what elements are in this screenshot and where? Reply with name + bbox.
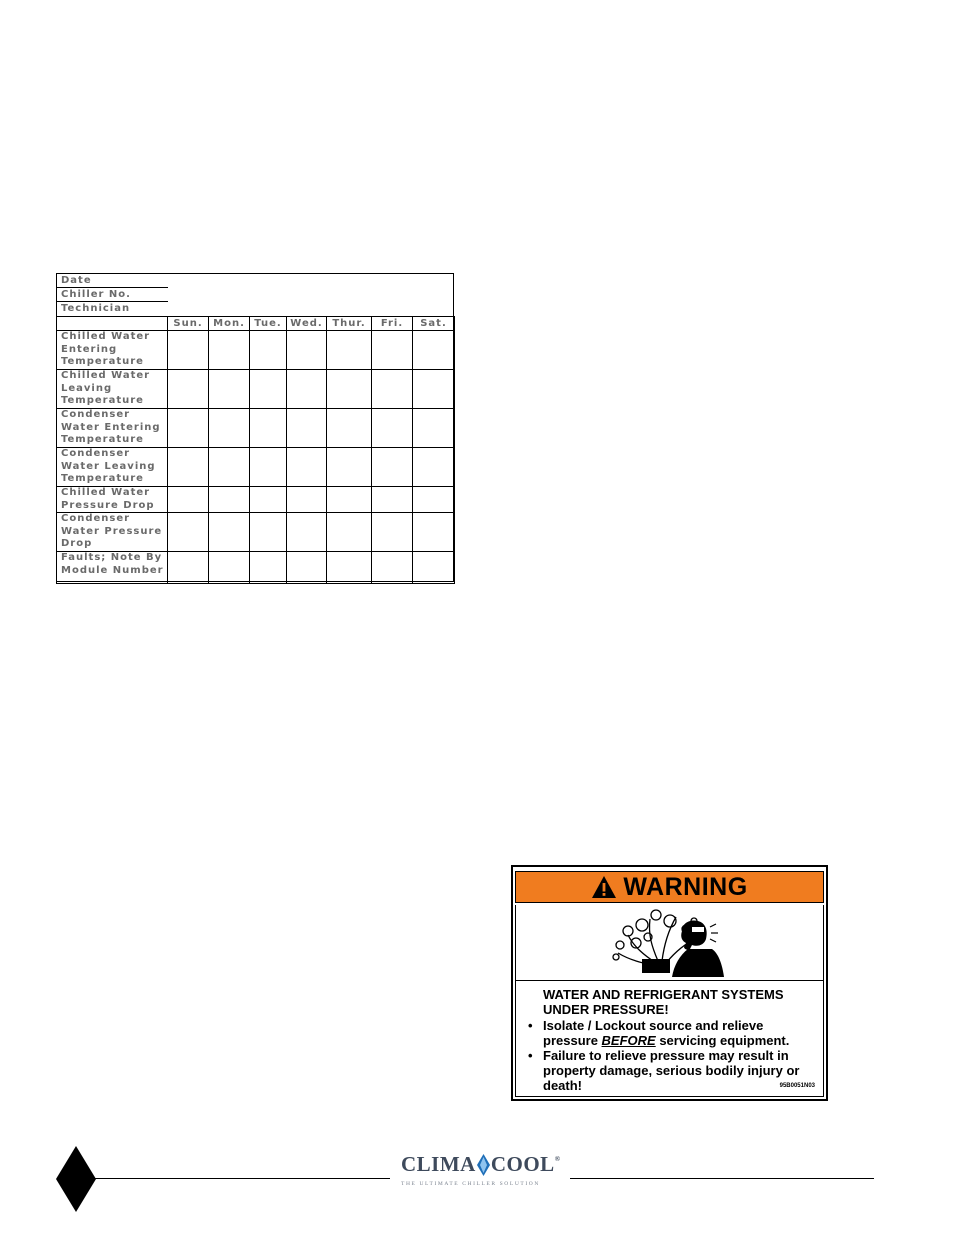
footer-rule-right (570, 1178, 874, 1179)
log-cell[interactable] (372, 331, 413, 370)
pressure-hazard-pictogram (515, 905, 824, 981)
log-cell[interactable] (413, 448, 455, 487)
log-cell[interactable] (287, 370, 327, 409)
log-cell[interactable] (250, 331, 287, 370)
log-cell[interactable] (209, 513, 250, 552)
daily-log-table (56, 316, 455, 584)
day-header: Fri. (372, 317, 413, 331)
spray-hazard-icon (516, 905, 825, 981)
label-part-number: 95B0051N03 (779, 1083, 815, 1089)
log-cell[interactable] (209, 409, 250, 448)
chiller-no-field-label: Chiller No. (57, 288, 168, 302)
log-cell[interactable] (209, 487, 250, 513)
warning-title: WARNING (623, 872, 748, 901)
footer-rule-left (95, 1178, 390, 1179)
row-label: Chilled Water Entering Temperature (57, 331, 168, 370)
log-cell[interactable] (168, 552, 209, 584)
log-cell[interactable] (372, 487, 413, 513)
brand-left: CLIMA (401, 1152, 476, 1176)
log-cell[interactable] (327, 487, 372, 513)
warning-bullet-text: Isolate / Lockout source and relieve pressure (543, 1018, 764, 1048)
brand-right: COOL (490, 1152, 555, 1176)
log-cell[interactable] (372, 409, 413, 448)
row-label: Chilled Water Pressure Drop (57, 487, 168, 513)
log-cell[interactable] (372, 513, 413, 552)
log-cell[interactable] (413, 370, 455, 409)
chiller-log-sheet (56, 273, 454, 582)
log-cell[interactable] (413, 331, 455, 370)
row-label: Condenser Water Leaving Temperature (57, 448, 168, 487)
log-cell[interactable] (413, 487, 455, 513)
log-cell[interactable] (327, 370, 372, 409)
warning-headline: WATER AND REFRIGERANT SYSTEMS UNDER PRESSURE! (543, 987, 784, 1017)
log-cell[interactable] (250, 487, 287, 513)
log-cell[interactable] (372, 370, 413, 409)
day-header-row (57, 317, 455, 331)
warning-message (515, 981, 824, 1097)
log-cell[interactable] (287, 409, 327, 448)
table-row (57, 448, 455, 487)
warning-bullet (528, 1018, 818, 1048)
table-row (57, 331, 455, 370)
log-cell[interactable] (287, 487, 327, 513)
pressure-warning-label (511, 865, 828, 1101)
table-row (57, 409, 455, 448)
registered-mark: ® (554, 1155, 561, 1163)
log-cell[interactable] (287, 331, 327, 370)
log-cell[interactable] (327, 409, 372, 448)
log-cell[interactable] (250, 513, 287, 552)
log-cell[interactable] (327, 513, 372, 552)
log-cell[interactable] (209, 448, 250, 487)
log-cell[interactable] (168, 331, 209, 370)
log-cell[interactable] (209, 370, 250, 409)
log-cell[interactable] (250, 448, 287, 487)
day-header: Wed. (287, 317, 327, 331)
log-cell[interactable] (168, 409, 209, 448)
day-header: Sat. (413, 317, 455, 331)
table-row (57, 552, 455, 584)
date-field-label: Date (57, 274, 168, 288)
log-cell[interactable] (413, 513, 455, 552)
log-cell[interactable] (327, 448, 372, 487)
brand-wordmark (401, 1152, 560, 1177)
warning-bullet-text: servicing equipment. (655, 1033, 790, 1048)
row-label: Condenser Water Entering Temperature (57, 409, 168, 448)
brand-diamond-icon (477, 1154, 490, 1176)
warning-title-bar (515, 871, 824, 903)
log-cell[interactable] (287, 513, 327, 552)
warning-bullet-list (528, 1018, 818, 1093)
day-header: Thur. (327, 317, 372, 331)
log-cell[interactable] (168, 513, 209, 552)
day-header: Sun. (168, 317, 209, 331)
log-cell[interactable] (413, 409, 455, 448)
table-row (57, 370, 455, 409)
day-header: Tue. (250, 317, 287, 331)
warning-bullet-emphasis: BEFORE (601, 1033, 656, 1048)
page-corner-diamond-icon (55, 1145, 97, 1213)
climacool-logo (399, 1150, 564, 1190)
log-cell[interactable] (168, 487, 209, 513)
log-cell[interactable] (372, 552, 413, 584)
log-cell[interactable] (372, 448, 413, 487)
technician-field-label: Technician (61, 303, 131, 314)
row-label-header (57, 317, 168, 331)
table-row (57, 487, 455, 513)
log-cell[interactable] (209, 331, 250, 370)
log-cell[interactable] (250, 409, 287, 448)
day-header: Mon. (209, 317, 250, 331)
warning-triangle-icon (591, 875, 617, 899)
log-cell[interactable] (168, 370, 209, 409)
warning-bullet: • Failure to relieve pressure may result in property damage, serious bodily injury or death! (528, 1048, 818, 1093)
log-cell[interactable] (209, 552, 250, 584)
row-label: Condenser Water Pressure Drop (57, 513, 168, 552)
row-label: Faults; Note By Module Number (57, 552, 168, 584)
log-cell[interactable] (287, 448, 327, 487)
log-cell[interactable] (250, 370, 287, 409)
log-cell[interactable] (250, 552, 287, 584)
brand-tagline: THE ULTIMATE CHILLER SOLUTION (401, 1181, 540, 1187)
table-row (57, 513, 455, 552)
log-cell[interactable] (327, 552, 372, 584)
row-label: Chilled Water Leaving Temperature (57, 370, 168, 409)
log-cell[interactable] (413, 552, 455, 584)
log-cell[interactable] (168, 448, 209, 487)
log-cell[interactable] (327, 331, 372, 370)
log-cell[interactable] (287, 552, 327, 584)
